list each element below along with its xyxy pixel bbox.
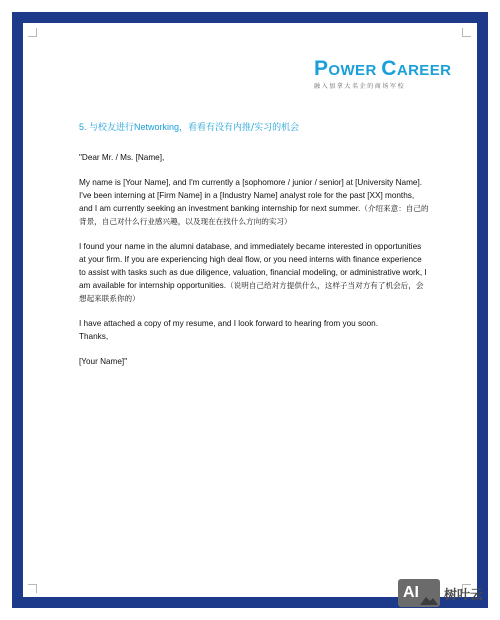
email-template-body (79, 151, 429, 380)
logo-initial-p: P (314, 57, 329, 80)
intro-chinese-note: （介绍来意：自己的背景，自己对什么行业感兴趣，以及现在在找什么方向的实习） (79, 204, 429, 226)
letter-paragraph-offer (79, 240, 429, 305)
section-heading-suffix: 看看有没有内推/实习的机会 (188, 123, 300, 133)
logo-word-areer: AREER (396, 62, 452, 79)
crop-mark-top-right (462, 28, 471, 37)
watermark-badge-text: AI (403, 584, 419, 601)
logo-word-ower: OWER (328, 62, 377, 79)
logo-wordmark (314, 57, 452, 80)
watermark (398, 578, 483, 608)
power-career-logo (314, 57, 452, 90)
letter-signature: [Your Name]" (79, 357, 128, 366)
offer-chinese-note: （说明自己给对方提供什么，这样子当对方有了机会后，会想起来联系你的） (79, 281, 424, 303)
letter-closing: Thanks, (79, 332, 109, 341)
intro-text: My name is [Your Name], and I'm currently a [sophomore / junior / senior] at [University Name]. I've been interning at [Firm Name] in a [Industry Name] analyst role for the past [XX] months, and I am currently seeking an investment banking internship for next summer. (79, 178, 422, 213)
offer-text: I found your name in the alumni database, and immediately became interested in opportunities at your firm. If you are experiencing high deal flow, or you need interns with finance experience to assist with tasks such as due diligence, valuation, financial modeling, or administrative work, I am available for internship opportunities. (79, 242, 427, 290)
section-heading (79, 120, 299, 133)
mountain-icon (420, 593, 438, 605)
crop-mark-top-left (28, 28, 37, 37)
letter-paragraph-resume: I have attached a copy of my resume, and I look forward to hearing from you soon. (79, 319, 379, 328)
watermark-text: 树叶云 (444, 587, 484, 603)
section-heading-prefix: 5. 与校友进行Networking， (79, 122, 189, 132)
letter-salutation: "Dear Mr. / Ms. [Name], (79, 153, 165, 162)
logo-initial-c: C (381, 57, 397, 80)
crop-mark-bottom-left (28, 584, 37, 593)
logo-tagline: 融入加拿大名企的商场军校 (314, 83, 406, 90)
letter-paragraph-intro (79, 176, 429, 228)
watermark-badge (398, 579, 440, 607)
